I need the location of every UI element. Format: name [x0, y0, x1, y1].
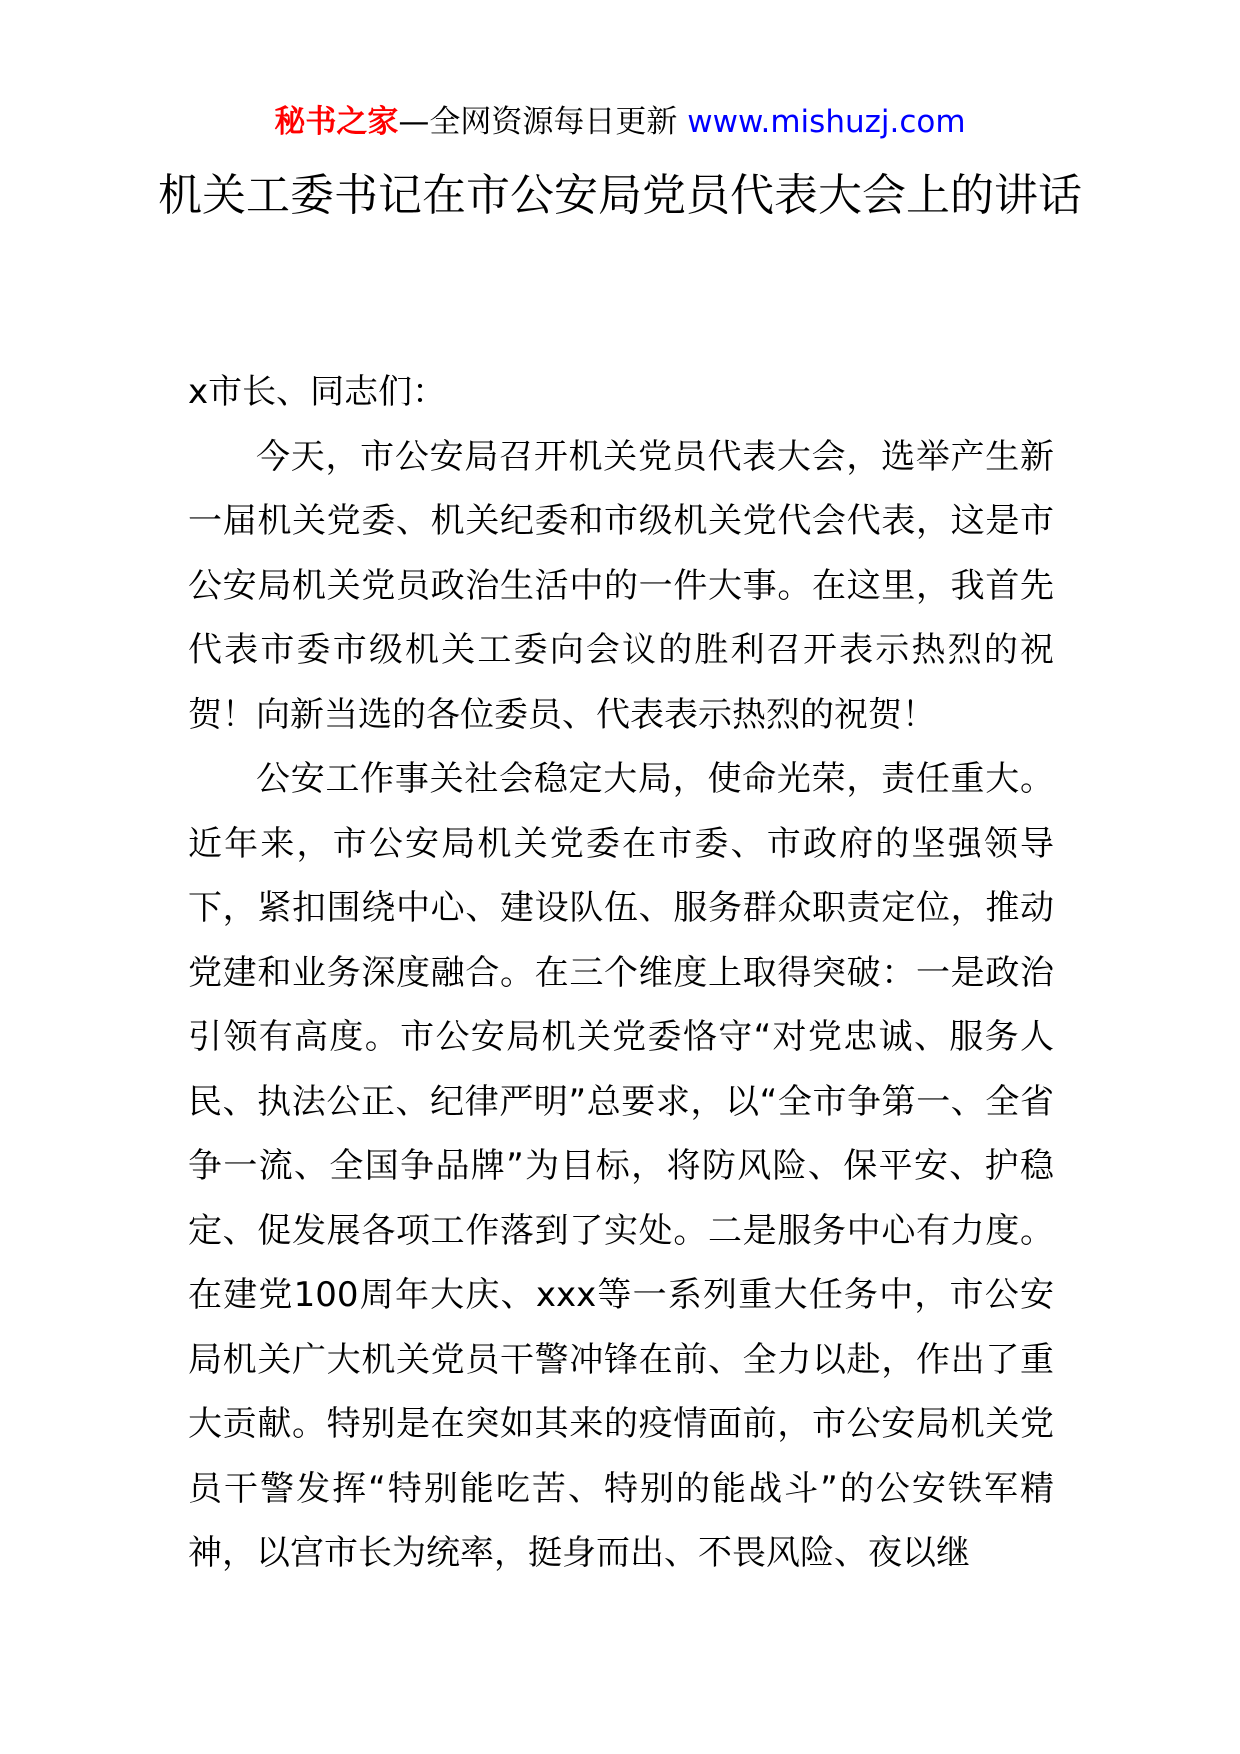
brand-name: 秘书之家: [274, 104, 399, 140]
document-title: 机关工委书记在市公安局党员代表大会上的讲话: [158, 170, 1082, 221]
banner-slogan: —全网资源每日更新: [398, 104, 678, 140]
salutation: x市长、同志们：: [188, 372, 447, 412]
paragraph-1: 今天，市公安局召开机关党员代表大会，选举产生新一届机关党委、机关纪委和市级机关党代会代表，这是市公安局机关党员政治生活中的一件大事。在这里，我首先代表市委市级机关工委向会议的胜利召开表示热烈的祝贺！向新当选的各位委员、代表表示热烈的祝贺！: [188, 436, 1054, 735]
paragraph-2: 公安工作事关社会稳定大局，使命光荣，责任重大。近年来，市公安局机关党委在市委、市政府的坚强领导下，紧扣围绕中心、建设队伍、服务群众职责定位，推动党建和业务深度融合。在三个维度上取得突破：一是政治引领有高度。市公安局机关党委恪守“对党忠诚、服务人民、执法公正、纪律严明”总要求，以“全市争第一、全省争一流、全国争品牌”为目标，将防风险、保平安、护稳定、促发展各项工作落到了实处。二是服务中心有力度。在建党100周年大庆、xxx等一系列重大任务中，市公安局机关广大机关党员干警冲锋在前、全力以赴，作出了重大贡献。特别是在突如其来的疫情面前，市公安局机关党员干警发挥“特别能吃苦、特别的能战斗”的公安铁军精神，以宫市长为统率，挺身而出、不畏风险、夜以继: [188, 759, 1054, 1573]
site-url-link[interactable]: www.mishuzj.com: [687, 104, 966, 140]
site-banner: [0, 102, 1240, 142]
document-body: [188, 360, 1054, 1586]
